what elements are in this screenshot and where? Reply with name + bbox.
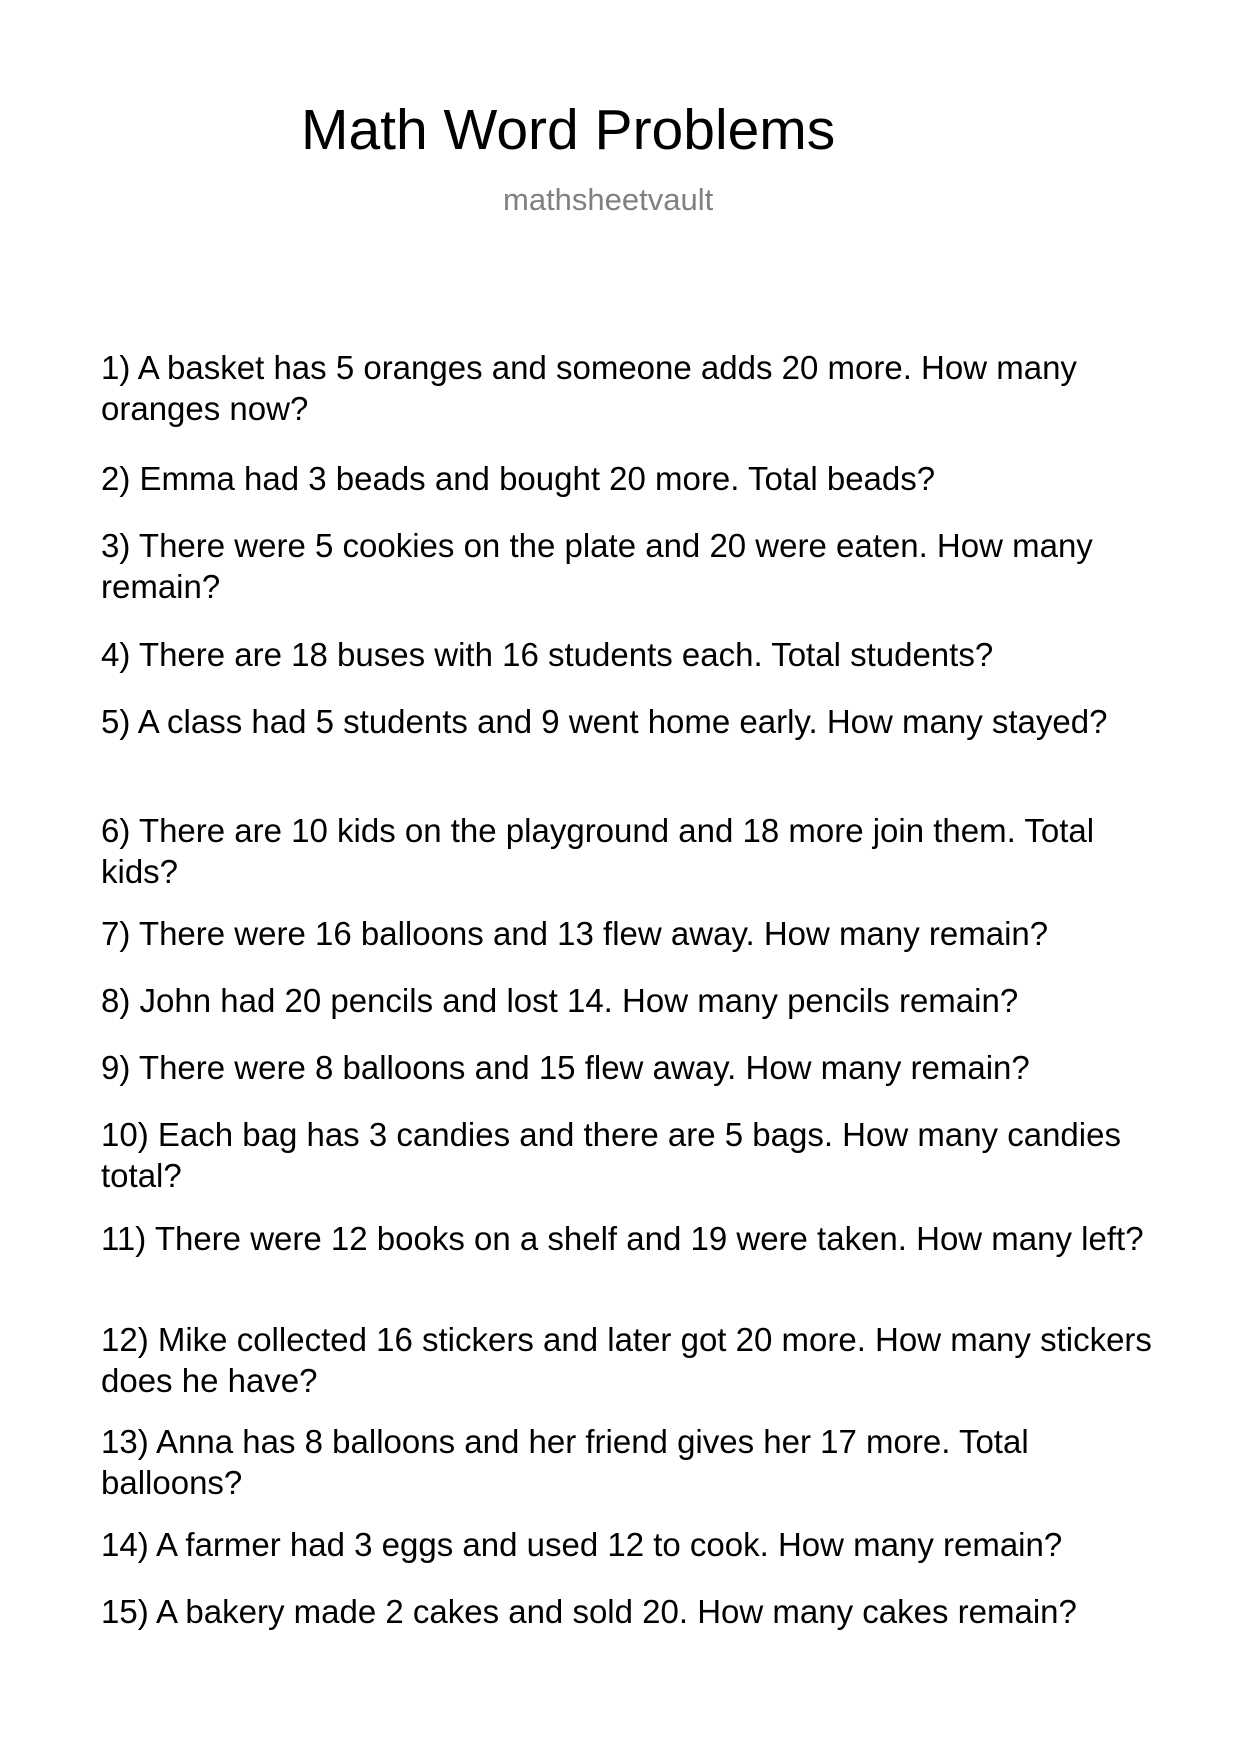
problem-item: 13) Anna has 8 balloons and her friend gives her 17 more. Total balloons? xyxy=(101,1423,1029,1501)
problem-item: 11) There were 12 books on a shelf and 19 were taken. How many left? xyxy=(101,1220,1144,1257)
problem-item: 8) John had 20 pencils and lost 14. How many pencils remain? xyxy=(101,982,1019,1019)
problem-item: 4) There are 18 buses with 16 students each. Total students? xyxy=(101,636,994,673)
problem-item: 9) There were 8 balloons and 15 flew away. How many remain? xyxy=(101,1049,1030,1086)
problem-item: 2) Emma had 3 beads and bought 20 more. Total beads? xyxy=(101,460,936,497)
problem-item: 12) Mike collected 16 stickers and later got 20 more. How many stickers does he have? xyxy=(101,1321,1152,1399)
problem-item: 3) There were 5 cookies on the plate and 20 were eaten. How many remain? xyxy=(101,527,1093,605)
problem-item: 7) There were 16 balloons and 13 flew away. How many remain? xyxy=(101,915,1049,952)
page-title: Math Word Problems xyxy=(301,98,836,162)
problem-item: 15) A bakery made 2 cakes and sold 20. How many cakes remain? xyxy=(101,1593,1077,1630)
problem-item: 6) There are 10 kids on the playground and 18 more join them. Total kids? xyxy=(101,812,1095,890)
problem-item: 10) Each bag has 3 candies and there are 5 bags. How many candies total? xyxy=(101,1116,1121,1194)
problem-item: 14) A farmer had 3 eggs and used 12 to cook. How many remain? xyxy=(101,1526,1063,1563)
problem-item: 5) A class had 5 students and 9 went home early. How many stayed? xyxy=(101,703,1108,740)
page-subtitle: mathsheetvault xyxy=(503,182,714,217)
problem-item: 1) A basket has 5 oranges and someone adds 20 more. How many oranges now? xyxy=(101,349,1077,427)
